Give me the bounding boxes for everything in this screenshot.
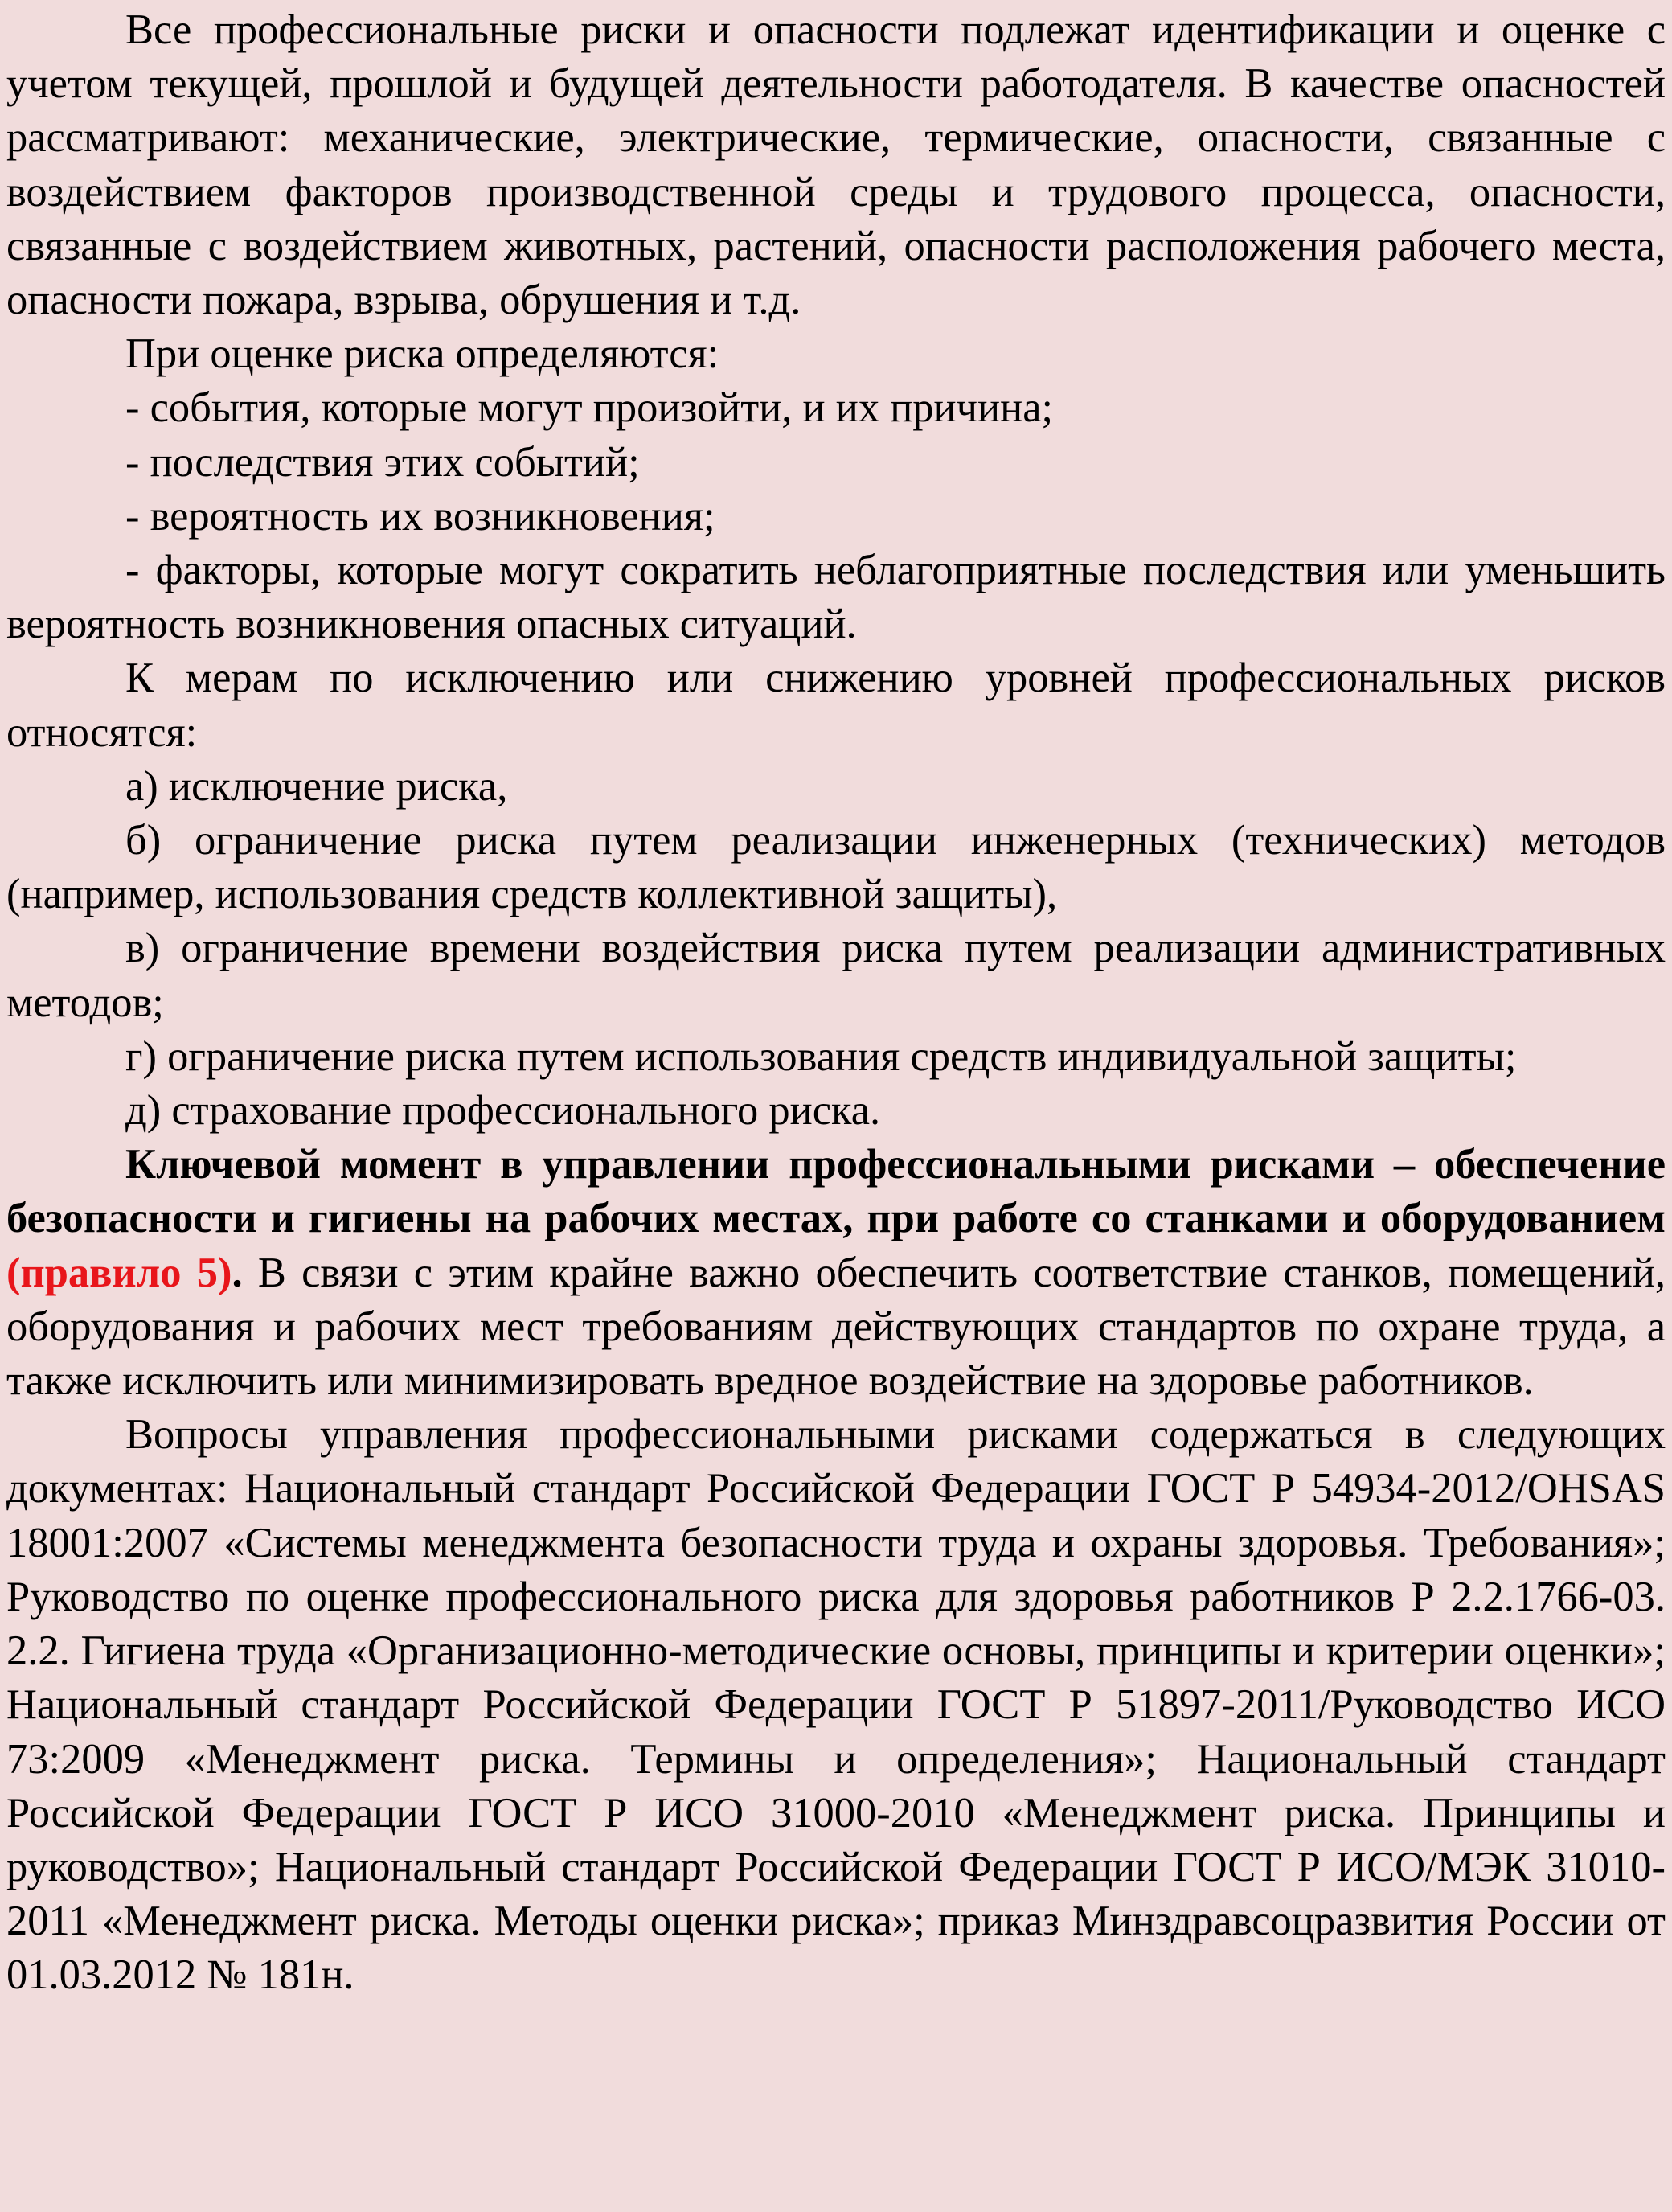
key-point-period: . (232, 1249, 243, 1296)
list-item-measure-a: а) исключение риска, (125, 762, 508, 810)
key-point-rest-text: В связи с этим крайне важно обеспечить соответствие станков, помещений, оборудования и рабочих мест требованиям действующих стандартов по охране труда, а также исключить или минимизировать вредное воздействие на здоровье работников. (6, 1249, 1666, 1405)
list-item-measure-d: г) ограничение риска путем использования средств индивидуальной защиты; (125, 1032, 1517, 1080)
list-item-measure-c: в) ограничение времени воздействия риска путем реализации административных методов; (6, 925, 1666, 1026)
paragraph-risk-identification: Все профессиональные риски и опасности подлежат идентификации и оценке с учетом текущей, прошлой и будущей деятельности работодателя. В качестве опасностей рассматривают: механические, электрические, термические, опасности, связанные с воздействием факторов производственной среды и трудового процесса, опасности, связанные с воздействием животных, растений, опасности расположения рабочего места, опасности пожара, взрыва, обрушения и т.д. (6, 6, 1666, 324)
list-item-probability: - вероятность их возникновения; (125, 492, 715, 540)
document-page (6, 3, 1666, 2209)
list-item-events: - события, которые могут произойти, и их причина; (125, 384, 1054, 432)
paragraph-key-point (6, 1138, 1666, 1408)
paragraph-risk-assessment-intro: При оценке риска определяются: (125, 330, 719, 378)
list-item-factors: - факторы, которые могут сократить неблагоприятные последствия или уменьшить вероятность возникновения опасных ситуаций. (6, 547, 1666, 648)
key-point-bold-text: Ключевой момент в управлении профессиональными рисками – обеспечение безопасности и гигиены на рабочих местах, при работе со станками и оборудованием (6, 1141, 1666, 1242)
list-item-measure-b: б) ограничение риска путем реализации инженерных (технических) методов (например, использования средств коллективной защиты), (6, 817, 1666, 918)
paragraph-documents: Вопросы управления профессиональными рисками содержаться в следующих документах: Национальный стандарт Российской Федерации ГОСТ Р 54934-2012/OHSAS 18001:2007 «Системы менеджмента безопасности труда и охраны здоровья. Требования»; Руководство по оценке профессионального риска для здоровья работников Р 2.2.1766-03. 2.2. Гигиена труда «Организационно-методические основы, принципы и критерии оценки»; Национальный стандарт Российской Федерации ГОСТ Р 51897-2011/Руководство ИСО 73:2009 «Менеджмент риска. Термины и определения»; Национальный стандарт Российской Федерации ГОСТ Р ИСО 31000-2010 «Менеджмент риска. Принципы и руководство»; Национальный стандарт Российской Федерации ГОСТ Р ИСО/МЭК 31010-2011 «Менеджмент риска. Методы оценки риска»; приказ Минздравсоцразвития России от 01.03.2012 № 181н. (6, 1411, 1666, 1999)
rule-5-reference: (правило 5) (6, 1249, 232, 1296)
list-item-consequences: - последствия этих событий; (125, 438, 640, 486)
list-item-measure-e: д) страхование профессионального риска. (125, 1087, 881, 1135)
paragraph-measures-intro: К мерам по исключению или снижению уровней профессиональных рисков относятся: (6, 655, 1666, 756)
